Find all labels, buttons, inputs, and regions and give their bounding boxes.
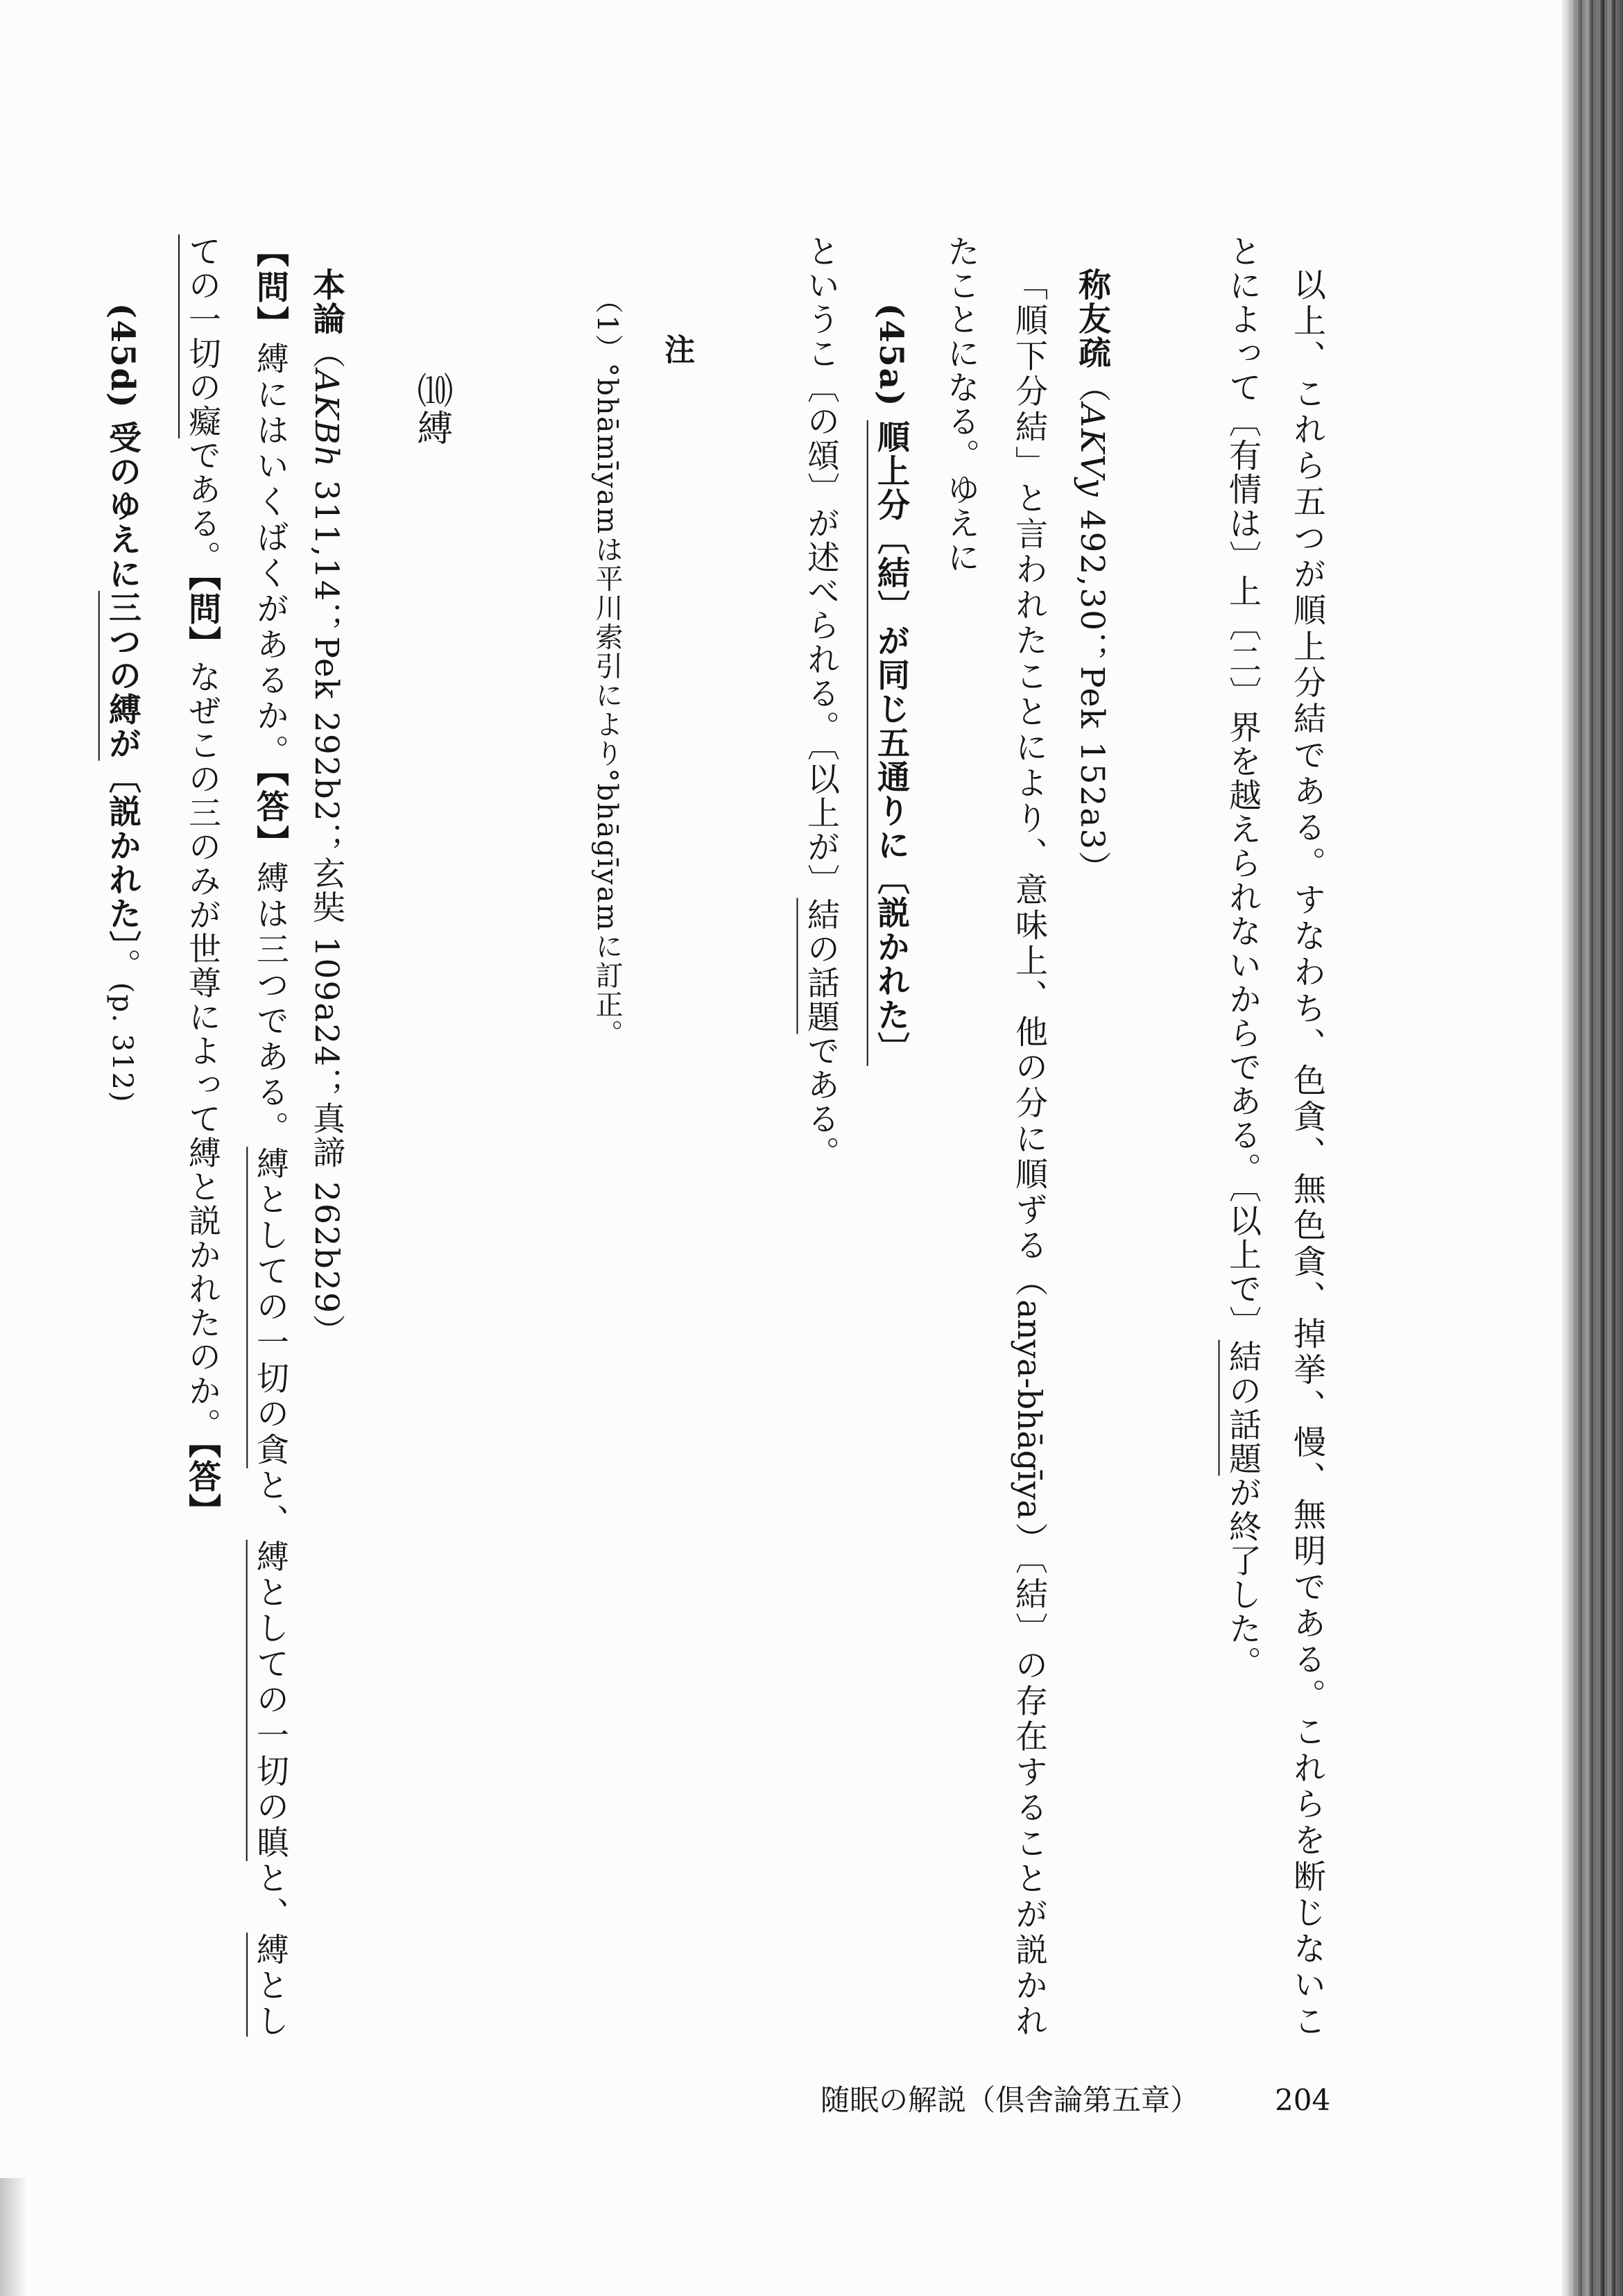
main-text-segment: が終了した。 <box>1223 1475 1262 1680</box>
section-number: ⑽ <box>411 372 452 409</box>
commentary-heading <box>1073 268 1122 2037</box>
emphasized-term: ての一切の癡 <box>183 234 221 438</box>
scan-corner-shadow <box>0 2178 28 2296</box>
commentary-line-3 <box>800 234 841 2037</box>
citation-open: （ <box>307 336 345 370</box>
question-label: 【問】 <box>251 234 289 342</box>
notes-heading <box>658 334 697 542</box>
question-text: なぜこの三のみが世尊によって縛と説かれたのか。 <box>183 660 221 1442</box>
page-edge-stripes <box>1562 0 1623 2296</box>
footnote-1 <box>591 286 635 1951</box>
emphasized-term: 縛とし <box>251 1933 289 2037</box>
commentary-segment: たことになる。ゆえに <box>942 234 980 574</box>
verse-45d <box>103 303 153 2037</box>
answer-text: と、 <box>251 1468 289 1540</box>
verse-emphasis: 三つの縛が <box>103 590 141 761</box>
verse-number: (45a) <box>872 303 910 408</box>
footnote-text: °bhāmīyamは平川索引により°bhāgīyamに訂正。 <box>591 363 623 1049</box>
main-text-line-1 <box>1286 268 1328 2037</box>
citation-open: （ <box>1073 370 1111 404</box>
commentary-segment: である。 <box>802 1034 840 1170</box>
verse-text: 〔説かれた〕 <box>103 760 141 949</box>
citation-reference: 311,14；Pek 292b2；玄奘 109a24；真諦 262b29） <box>307 468 345 1348</box>
emphasized-term: 結の話題 <box>802 898 840 1034</box>
root-text-title: 本論 <box>307 268 345 336</box>
footnote-marker: （1） <box>591 286 623 363</box>
running-head: 随眠の解説（倶舎論第五章） <box>821 2083 1200 2117</box>
citation-reference: 492,30；Pek 152a3） <box>1073 497 1111 885</box>
verse-text: 。 <box>103 948 141 983</box>
emphasized-term: 縛としての一切の瞋 <box>251 1539 289 1862</box>
verse-number: (45d) <box>103 303 141 409</box>
question-label: 【問】 <box>183 574 221 660</box>
commentary-segment: 「順下分結」と言われたことにより、意味上、他の分に順ずる（anya-bhāgīya）〔結〕の存在することが説かれ <box>1010 268 1048 2037</box>
main-text-segment: とによって〔有情は〕上〔二〕界を越えられないからである。〔以上で〕 <box>1223 234 1262 1340</box>
commentary-segment: というこ〔の頌〕が述べられる。〔以上が〕 <box>802 234 840 898</box>
verse-emphasis: 順上分 <box>872 420 910 522</box>
answer-label: 【答】 <box>183 1441 221 1527</box>
citation-source: AKVy <box>1073 404 1111 498</box>
verse-45a <box>870 303 911 2037</box>
answer-label: 【答】 <box>251 770 289 862</box>
verse-text: 受のゆえに <box>103 420 141 591</box>
question-text: 縛にはいくばくがあるか。 <box>251 341 289 771</box>
section-title: 縛 <box>411 409 452 447</box>
citation-source: AKBh <box>307 370 345 468</box>
root-text-line-2 <box>181 234 223 2037</box>
answer-text: と、 <box>251 1861 289 1933</box>
main-text-segment: 以上、これら五つが順上分結である。すなわち、色貪、無色貪、掉挙、慢、無明である。これらを断じないこ <box>1288 268 1326 2037</box>
emphasized-term: 結の話題 <box>1223 1339 1262 1476</box>
root-text-heading <box>307 268 357 2037</box>
page-reference: (p. 312) <box>106 982 138 1104</box>
commentary-title: 称友疏 <box>1073 268 1111 370</box>
commentary-line-1 <box>1008 268 1049 2037</box>
answer-text: である。 <box>183 438 221 574</box>
main-text-line-2 <box>1221 234 1263 2037</box>
page-number: 204 <box>1275 2083 1331 2117</box>
root-text-line-1 <box>249 234 291 2037</box>
answer-text: 縛は三つである。 <box>251 861 289 1147</box>
section-heading <box>411 372 464 649</box>
emphasized-term: 縛としての一切の貪 <box>251 1147 289 1468</box>
verse-emphasis: 〔結〕が同じ五通りに〔説かれた〕 <box>872 522 910 1066</box>
notes-title: 注 <box>659 334 694 366</box>
commentary-line-2 <box>940 234 981 2037</box>
